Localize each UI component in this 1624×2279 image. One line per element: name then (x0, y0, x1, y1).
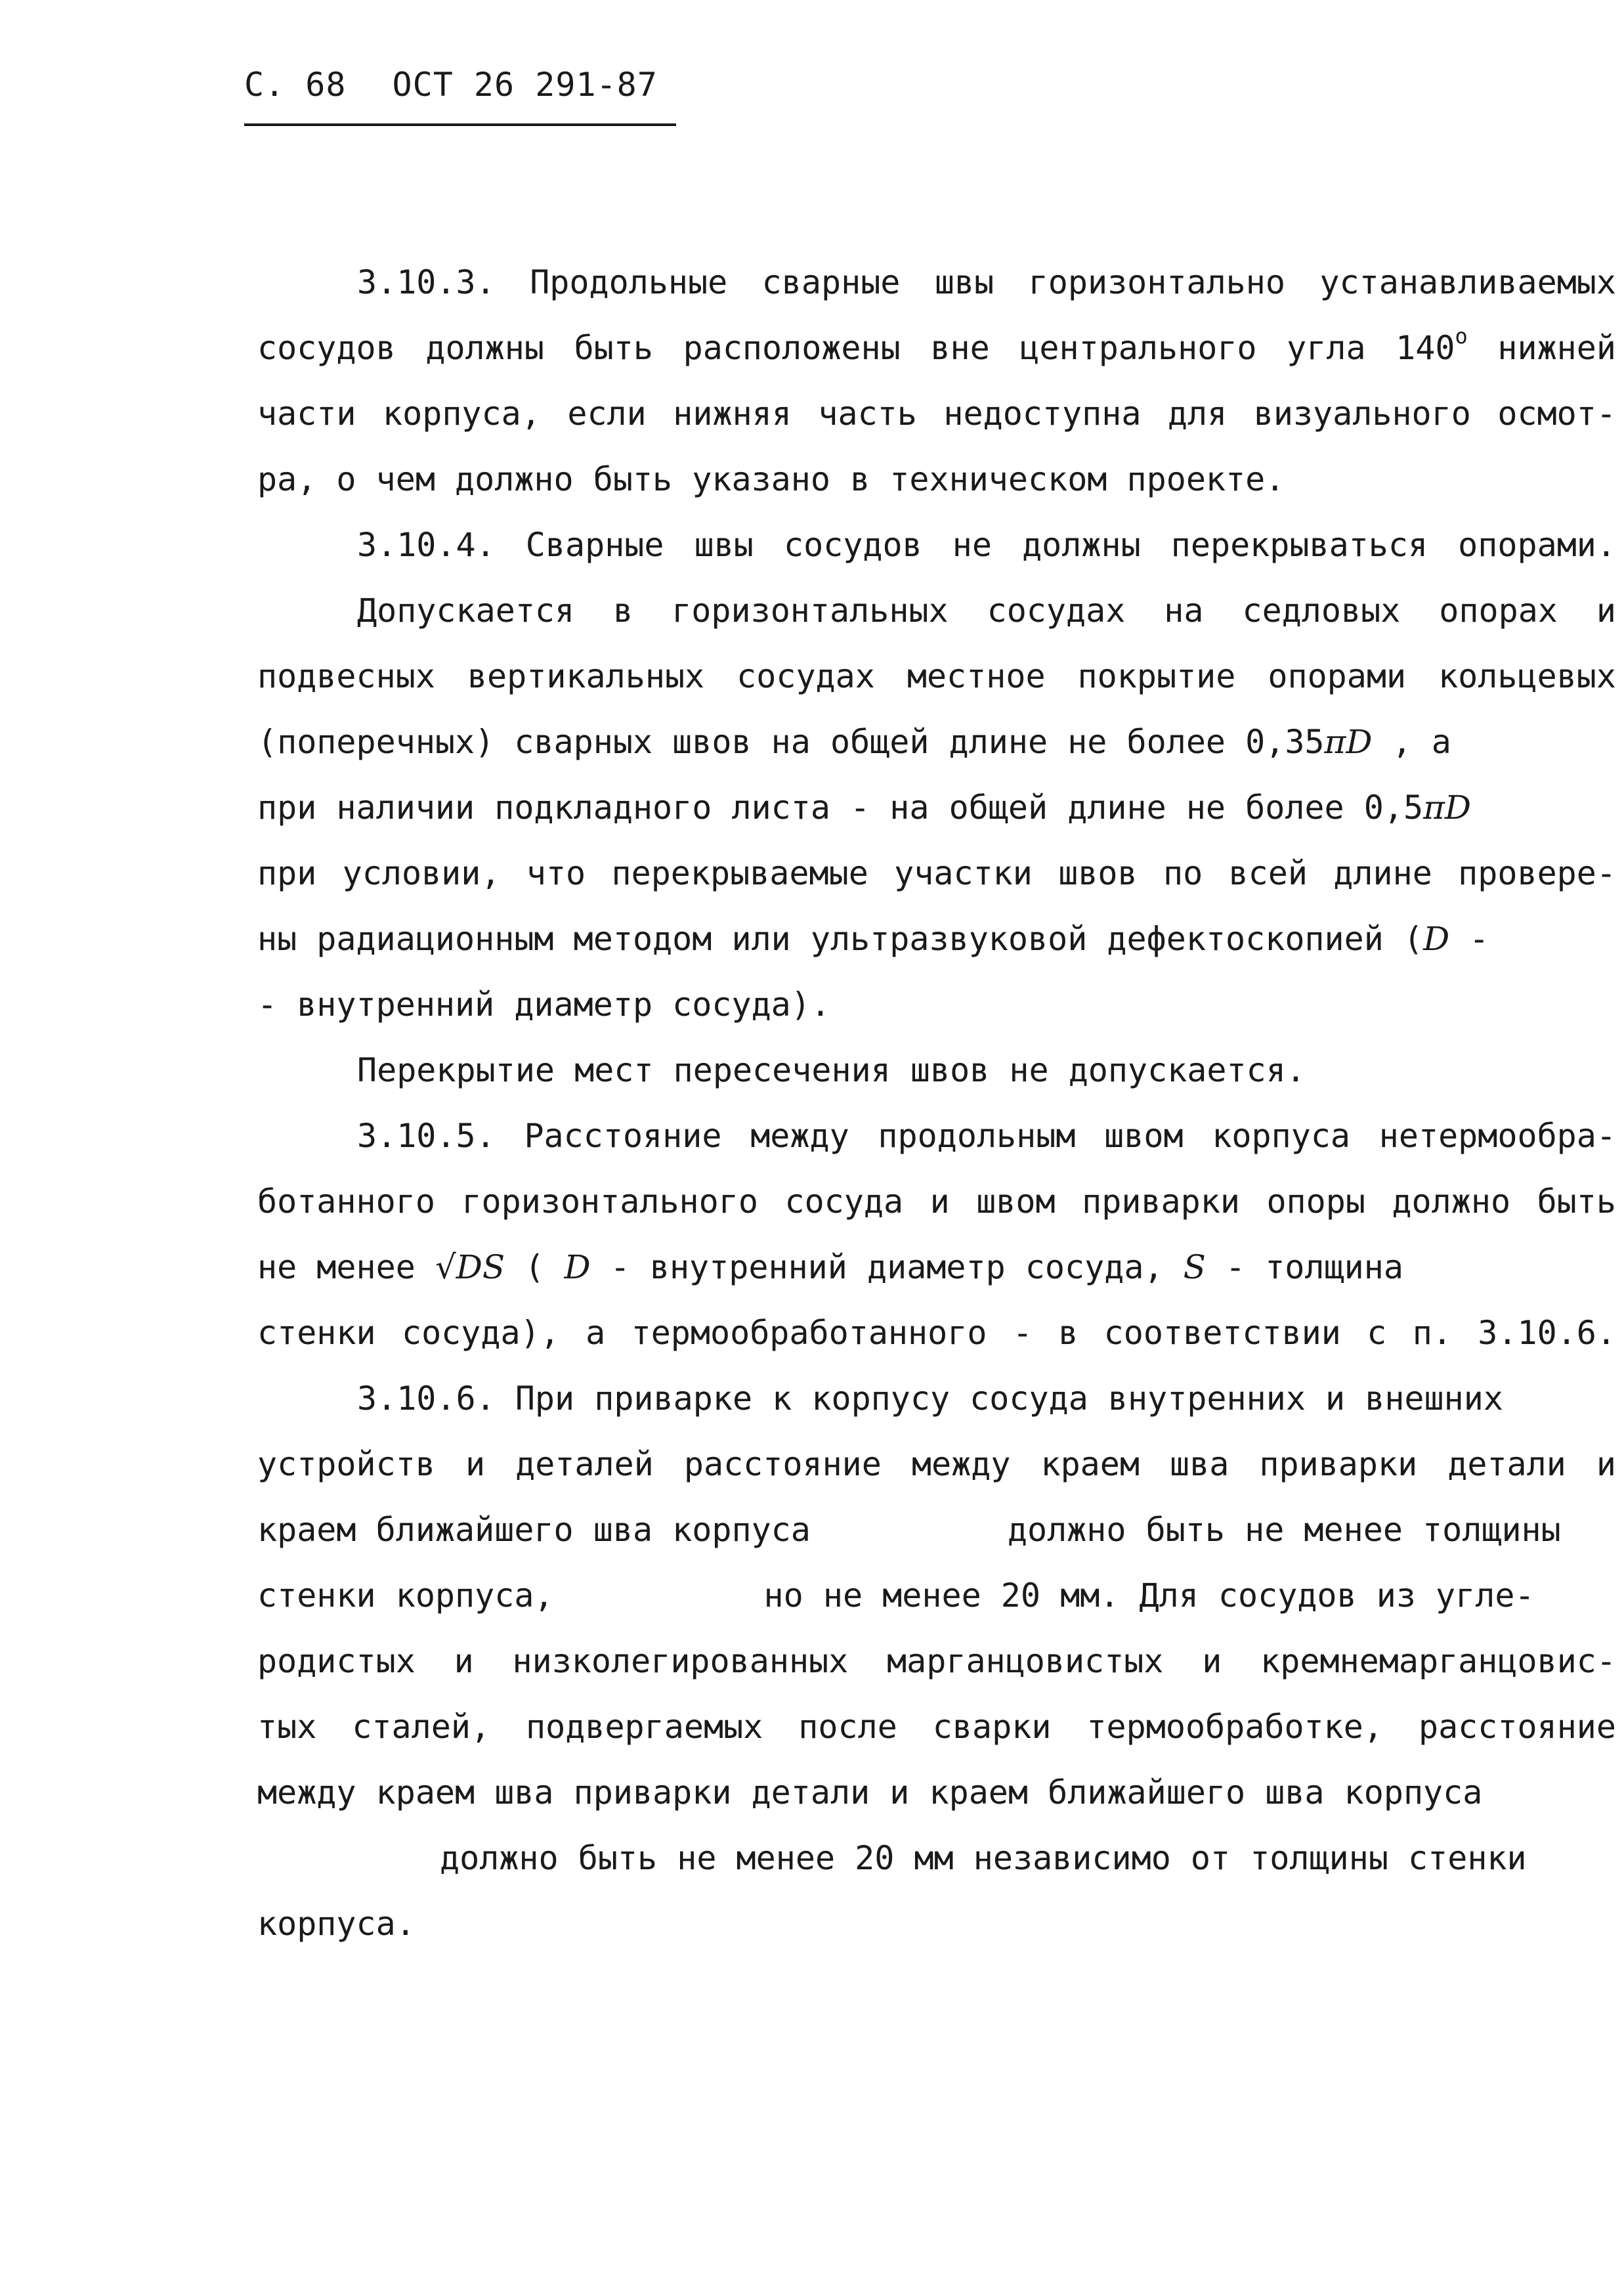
text-line: сосудов должны быть расположены вне центрального угла $140^о$ нижней (257, 324, 1616, 367)
standard-code: ОСТ 26 291-87 (392, 66, 658, 104)
text-line: 3.10.4. Сварные швы сосудов не должны перекрываться опорами. (357, 526, 1616, 564)
text-line: стенки корпуса, но не менее 20 мм. Для сосудов из угле- (257, 1576, 1535, 1615)
text-line: 3.10.3. Продольные сварные швы горизонтально устанавливаемых (357, 263, 1616, 301)
text-line: стенки сосуда), а термообработанного - в соответствии с п. 3.10.6. (257, 1314, 1616, 1352)
formula-pi-d: πD (1324, 723, 1373, 761)
document-body (257, 250, 1616, 1957)
formula-s: S (1183, 1248, 1206, 1286)
page-header (244, 66, 658, 104)
text-line: Допускается в горизонтальных сосудах на седловых опорах и (357, 592, 1616, 630)
text-line: части корпуса, если нижняя часть недоступна для визуального осмот- (257, 395, 1616, 433)
text-line: корпуса. (257, 1905, 416, 1943)
text-line: тых сталей, подвергаемых после сварки термообработке, расстояние (257, 1708, 1616, 1746)
text-line: должно быть не менее 20 мм независимо от толщины стенки (440, 1839, 1527, 1877)
text-line: ра, о чем должно быть указано в техническом проекте. (257, 460, 1285, 498)
text-line: не менее √DS ( D - внутренний диаметр сосуда, S - толщина (257, 1248, 1403, 1286)
page-number: С. 68 (244, 66, 347, 104)
text-line: 3.10.5. Расстояние между продольным швом корпуса нетермообра- (357, 1117, 1616, 1155)
text-line: подвесных вертикальных сосудах местное покрытие опорами кольцевых (257, 657, 1616, 695)
text-line: ны радиационным методом или ультразвуковой дефектоскопией (D - (257, 920, 1489, 958)
header-underline (244, 123, 676, 126)
text-line: - внутренний диаметр сосуда). (257, 986, 830, 1024)
text-line: при условии, что перекрываемые участки швов по всей длине провере- (257, 854, 1616, 892)
text-line: краем ближайшего шва корпуса должно быть не менее толщины (257, 1511, 1561, 1549)
formula-sqrt-ds: √DS (435, 1248, 505, 1286)
text-line: Перекрытие мест пересечения швов не допускается. (357, 1051, 1306, 1089)
text-line: устройств и деталей расстояние между краем шва приварки детали и (257, 1445, 1616, 1483)
formula-d: D (1423, 920, 1450, 958)
degree-superscript: о (1455, 324, 1468, 349)
text-line: (поперечных) сварных швов на общей длине не более 0,35πD , а (257, 723, 1451, 761)
text-line: родистых и низколегированных марганцовистых и кремнемарганцовис- (257, 1642, 1616, 1680)
text-line: ботанного горизонтального сосуда и швом приварки опоры должно быть (257, 1183, 1616, 1221)
formula-pi-d: πD (1423, 789, 1472, 827)
text-line: 3.10.6. При приварке к корпусу сосуда внутренних и внешних (357, 1379, 1503, 1418)
text-line: при наличии подкладного листа - на общей длине не более 0,5πD (257, 789, 1472, 827)
text-line: между краем шва приварки детали и краем ближайшего шва корпуса (257, 1773, 1483, 1812)
formula-d: D (564, 1248, 591, 1286)
